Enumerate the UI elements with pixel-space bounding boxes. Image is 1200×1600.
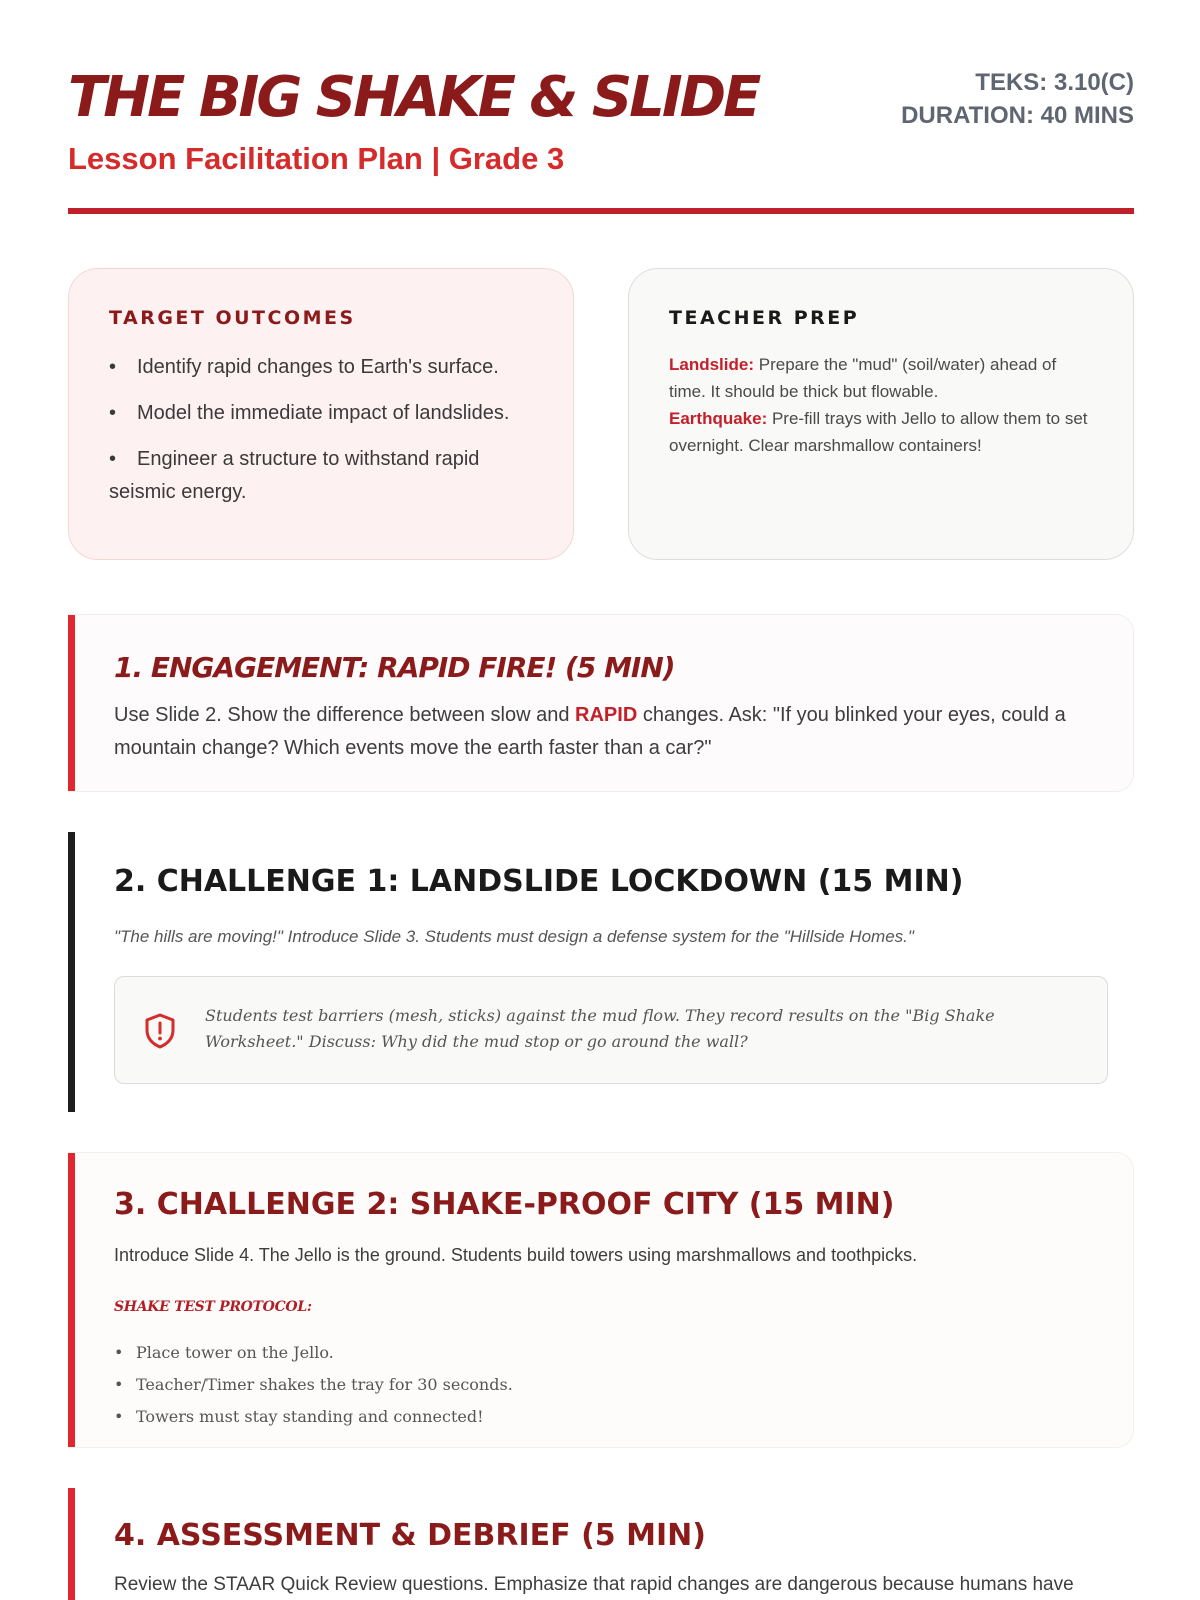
bullet-icon: •: [109, 402, 117, 424]
outcome-list: [109, 351, 533, 509]
shake-proof-section: [68, 1152, 1134, 1448]
engagement-section: [68, 614, 1134, 792]
engagement-heading: 1. ENGAGEMENT: RAPID FIRE! (5 MIN): [114, 651, 675, 684]
prep-landslide: [669, 351, 1093, 405]
engagement-text-after: changes. Ask: "If you blinked your eyes, could a mountain change? Which events move the earth faster than a car?": [114, 704, 1066, 759]
engagement-text-before: Use Slide 2. Show the difference between slow and: [114, 704, 576, 726]
landslide-section: [68, 832, 1134, 1112]
teacher-prep-heading: TEACHER PREP: [669, 307, 860, 329]
list-item: [109, 443, 533, 509]
rapid-highlight: RAPID: [575, 704, 638, 726]
outcome-text: Engineer a structure to withstand rapid seismic energy.: [109, 448, 480, 503]
teks-label: TEKS: 3.10(C): [975, 69, 1134, 96]
protocol-step: Teacher/Timer shakes the tray for 30 seconds.: [136, 1375, 513, 1394]
protocol-step: Place tower on the Jello.: [136, 1343, 334, 1362]
section-accent-bar: [68, 1488, 75, 1600]
protocol-label: SHAKE TEST PROTOCOL:: [114, 1299, 312, 1315]
prep-earthquake-key: Earthquake:: [669, 409, 768, 428]
header-divider: [68, 208, 1134, 214]
page-header: [68, 62, 1134, 212]
callout-text: Students test barriers (mesh, sticks) against the mud flow. They record results on the "Big Shake Worksheet." Discuss: Why did the mud stop or go around the wall?: [205, 1006, 995, 1051]
outcome-text: Model the immediate impact of landslides.: [137, 402, 510, 424]
engagement-body: [114, 699, 1073, 765]
section-accent-bar: [68, 832, 75, 1112]
protocol-list: [114, 1337, 513, 1433]
bullet-icon: •: [114, 1375, 124, 1394]
target-outcomes-card: [68, 268, 574, 560]
shake-proof-heading: 3. CHALLENGE 2: SHAKE-PROOF CITY (15 MIN): [114, 1187, 895, 1222]
landslide-callout: [114, 976, 1108, 1084]
lesson-meta: [901, 66, 1134, 132]
list-item: [114, 1337, 513, 1369]
section-accent-bar: [68, 1153, 75, 1447]
assessment-heading: 4. ASSESSMENT & DEBRIEF (5 MIN): [114, 1518, 706, 1553]
list-item: [114, 1369, 513, 1401]
list-item: [109, 351, 533, 384]
protocol-step: Towers must stay standing and connected!: [136, 1407, 484, 1426]
landslide-heading: 2. CHALLENGE 1: LANDSLIDE LOCKDOWN (15 MIN): [114, 864, 964, 899]
teacher-prep-card: [628, 268, 1134, 560]
target-outcomes-heading: TARGET OUTCOMES: [109, 307, 356, 329]
section-accent-bar: [68, 615, 75, 791]
list-item: [109, 397, 533, 430]
prep-landslide-key: Landslide:: [669, 355, 755, 374]
duration-label: DURATION: 40 MINS: [901, 102, 1134, 129]
page-title: THE BIG SHAKE & SLIDE: [68, 65, 759, 130]
assessment-section: [68, 1488, 1134, 1600]
bullet-icon: •: [114, 1343, 124, 1362]
prep-earthquake: [669, 405, 1093, 459]
bullet-icon: •: [114, 1407, 124, 1426]
outcome-text: Identify rapid changes to Earth's surface.: [137, 356, 499, 378]
prep-earthquake-text: Pre-fill trays with Jello to allow them to set overnight. Clear marshmallow containers!: [669, 409, 1088, 455]
shake-proof-body: Introduce Slide 4. The Jello is the ground. Students build towers using marshmallows and toothpicks.: [114, 1245, 918, 1265]
assessment-body: Review the STAAR Quick Review questions. Emphasize that rapid changes are dangerous because humans have: [114, 1574, 1074, 1595]
prep-landslide-text: Prepare the "mud" (soil/water) ahead of time. It should be thick but flowable.: [669, 355, 1057, 401]
shield-alert-icon: [143, 1013, 177, 1049]
bullet-icon: •: [109, 448, 117, 470]
list-item: [114, 1401, 513, 1433]
landslide-body: "The hills are moving!" Introduce Slide 3. Students must design a defense system for the "Hillside Homes.": [114, 927, 914, 946]
page-subtitle: Lesson Facilitation Plan | Grade 3: [68, 141, 565, 176]
bullet-icon: •: [109, 356, 117, 378]
